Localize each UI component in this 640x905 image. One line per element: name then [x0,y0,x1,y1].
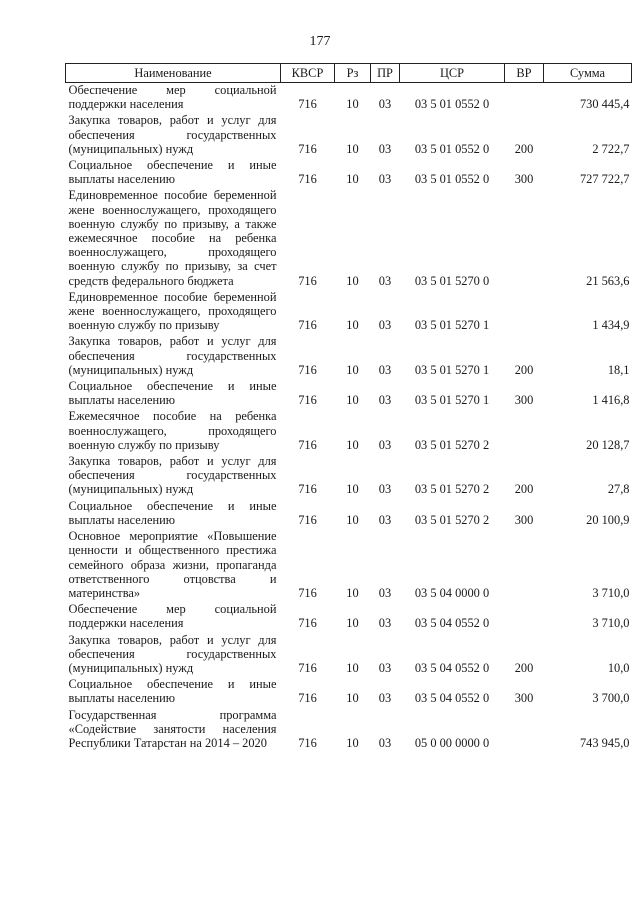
cell-name: Единовременное пособие беременной жене военнослужащего, проходящего военную службу по призыву [68,289,277,333]
cell-sum: 20 128,7 [586,437,630,452]
cell-vr: 300 [514,691,534,706]
cell-kvsr: 716 [298,437,317,452]
header-csr: ЦСР [400,64,505,83]
cell-name: Социальное обеспечение и иные выплаты населению [68,379,277,408]
table-row [66,158,632,188]
table-row [66,602,632,632]
cell-csr: 03 5 01 5270 1 [414,393,490,408]
table-row [66,499,632,529]
header-kvsr: КВСР [281,64,335,83]
cell-kvsr: 716 [298,141,317,156]
cell-sum: 1 416,8 [592,393,630,408]
cell-rz: 10 [346,97,359,112]
cell-csr: 03 5 04 0552 0 [414,691,490,706]
cell-vr [505,83,544,114]
cell-rz: 10 [346,585,359,600]
cell-kvsr: 716 [298,273,317,288]
cell-pr: 03 [378,273,392,288]
cell-pr: 03 [378,318,392,333]
cell-pr: 03 [378,362,392,377]
cell-vr: 300 [514,512,534,527]
cell-sum: 743 945,0 [579,735,630,750]
cell-vr: 300 [514,172,534,187]
cell-vr: 300 [514,393,534,408]
cell-name: Основное мероприятие «Повышение ценности и общественного престижа семейного образа жизни, пропаганда ответственного отцовства и материнства» [68,529,277,600]
cell-kvsr: 716 [298,585,317,600]
cell-name: Социальное обеспечение и иные выплаты населению [68,677,277,706]
cell-kvsr: 716 [298,318,317,333]
cell-pr: 03 [378,512,392,527]
cell-sum: 27,8 [607,482,630,497]
cell-csr: 03 5 01 5270 2 [414,482,490,497]
cell-sum: 21 563,6 [586,273,630,288]
cell-rz: 10 [346,362,359,377]
cell-vr: 200 [514,141,534,156]
cell-pr: 03 [378,585,392,600]
header-rz: Рз [335,64,371,83]
cell-sum: 1 434,9 [592,318,630,333]
cell-sum: 727 722,7 [579,172,630,187]
cell-csr: 03 5 01 0552 0 [414,97,490,112]
table-row [66,633,632,678]
table-row [66,334,632,379]
table-row [66,290,632,335]
cell-sum: 3 710,0 [592,585,630,600]
header-pr: ПР [371,64,400,83]
cell-csr: 03 5 01 5270 1 [414,318,490,333]
cell-kvsr: 716 [298,482,317,497]
cell-csr: 03 5 01 5270 0 [414,273,490,288]
cell-rz: 10 [346,393,359,408]
table-row [66,454,632,499]
cell-kvsr: 716 [298,616,317,631]
cell-pr: 03 [378,616,392,631]
cell-pr: 03 [378,141,392,156]
cell-kvsr: 716 [298,691,317,706]
cell-rz: 10 [346,273,359,288]
cell-sum: 10,0 [607,660,630,675]
table-row [66,529,632,602]
cell-csr: 03 5 04 0552 0 [414,616,490,631]
cell-name: Социальное обеспечение и иные выплаты населению [68,498,277,527]
cell-pr: 03 [378,691,392,706]
cell-vr [505,188,544,289]
cell-name: Закупка товаров, работ и услуг для обеспечения государственных (муниципальных) нужд [68,334,277,377]
table-header [66,64,632,83]
cell-csr: 05 0 00 0000 0 [414,735,490,750]
header-row [66,64,632,83]
cell-pr: 03 [378,660,392,675]
cell-pr: 03 [378,735,392,750]
cell-rz: 10 [346,318,359,333]
cell-name: Ежемесячное пособие на ребенка военнослужащего, проходящего военную службу по призыву [68,409,277,452]
cell-csr: 03 5 04 0552 0 [414,660,490,675]
table-body [66,83,632,753]
header-name: Наименование [66,64,281,83]
cell-rz: 10 [346,735,359,750]
cell-kvsr: 716 [298,172,317,187]
cell-rz: 10 [346,437,359,452]
cell-csr: 03 5 01 5270 2 [414,512,490,527]
table-row [66,188,632,289]
cell-csr: 03 5 04 0000 0 [414,585,490,600]
page-number: 177 [309,34,331,49]
cell-sum: 20 100,9 [586,512,630,527]
cell-name: Социальное обеспечение и иные выплаты населению [68,158,277,187]
cell-sum: 730 445,4 [579,97,630,112]
cell-vr: 200 [514,482,534,497]
cell-sum: 2 722,7 [592,141,630,156]
cell-name: Единовременное пособие беременной жене военнослужащего, проходящего военную службу по призыву, а также ежемесячное пособие на ребенка военнослужащего, проходящего военную службу по призыву, за счет средств федерального бюджета [68,188,277,288]
table-row [66,677,632,707]
cell-name: Закупка товаров, работ и услуг для обеспечения государственных (муниципальных) нужд [68,454,277,497]
cell-kvsr: 716 [298,512,317,527]
cell-kvsr: 716 [298,97,317,112]
cell-vr [505,602,544,632]
cell-rz: 10 [346,482,359,497]
table-row [66,409,632,454]
cell-rz: 10 [346,616,359,631]
table-row [66,379,632,409]
cell-rz: 10 [346,141,359,156]
cell-kvsr: 716 [298,735,317,750]
cell-rz: 10 [346,660,359,675]
cell-kvsr: 716 [298,362,317,377]
table-row [66,708,632,753]
header-vr: ВР [505,64,544,83]
cell-vr [505,290,544,335]
cell-rz: 10 [346,512,359,527]
cell-vr [505,409,544,454]
budget-table [65,63,632,752]
cell-vr: 200 [514,362,534,377]
cell-pr: 03 [378,482,392,497]
cell-vr [505,708,544,753]
cell-pr: 03 [378,393,392,408]
cell-sum: 18,1 [607,362,630,377]
cell-name: Обеспечение мер социальной поддержки населения [68,83,277,112]
cell-csr: 03 5 01 0552 0 [414,141,490,156]
cell-csr: 03 5 01 0552 0 [414,172,490,187]
cell-sum: 3 710,0 [592,616,630,631]
cell-name: Государственная программа «Содействие занятости населения Республики Татарстан на 2014 – 2020 [68,707,277,750]
cell-pr: 03 [378,172,392,187]
cell-name: Закупка товаров, работ и услуг для обеспечения государственных (муниципальных) нужд [68,113,277,156]
cell-kvsr: 716 [298,660,317,675]
cell-sum: 3 700,0 [592,691,630,706]
cell-vr: 200 [514,660,534,675]
cell-vr [505,529,544,602]
cell-csr: 03 5 01 5270 2 [414,437,490,452]
cell-csr: 03 5 01 5270 1 [414,362,490,377]
cell-pr: 03 [378,97,392,112]
table-row [66,113,632,158]
cell-pr: 03 [378,437,392,452]
cell-rz: 10 [346,691,359,706]
cell-name: Закупка товаров, работ и услуг для обеспечения государственных (муниципальных) нужд [68,632,277,675]
cell-name: Обеспечение мер социальной поддержки населения [68,602,277,631]
cell-rz: 10 [346,172,359,187]
cell-kvsr: 716 [298,393,317,408]
header-sum: Сумма [544,64,632,83]
table-row [66,83,632,114]
